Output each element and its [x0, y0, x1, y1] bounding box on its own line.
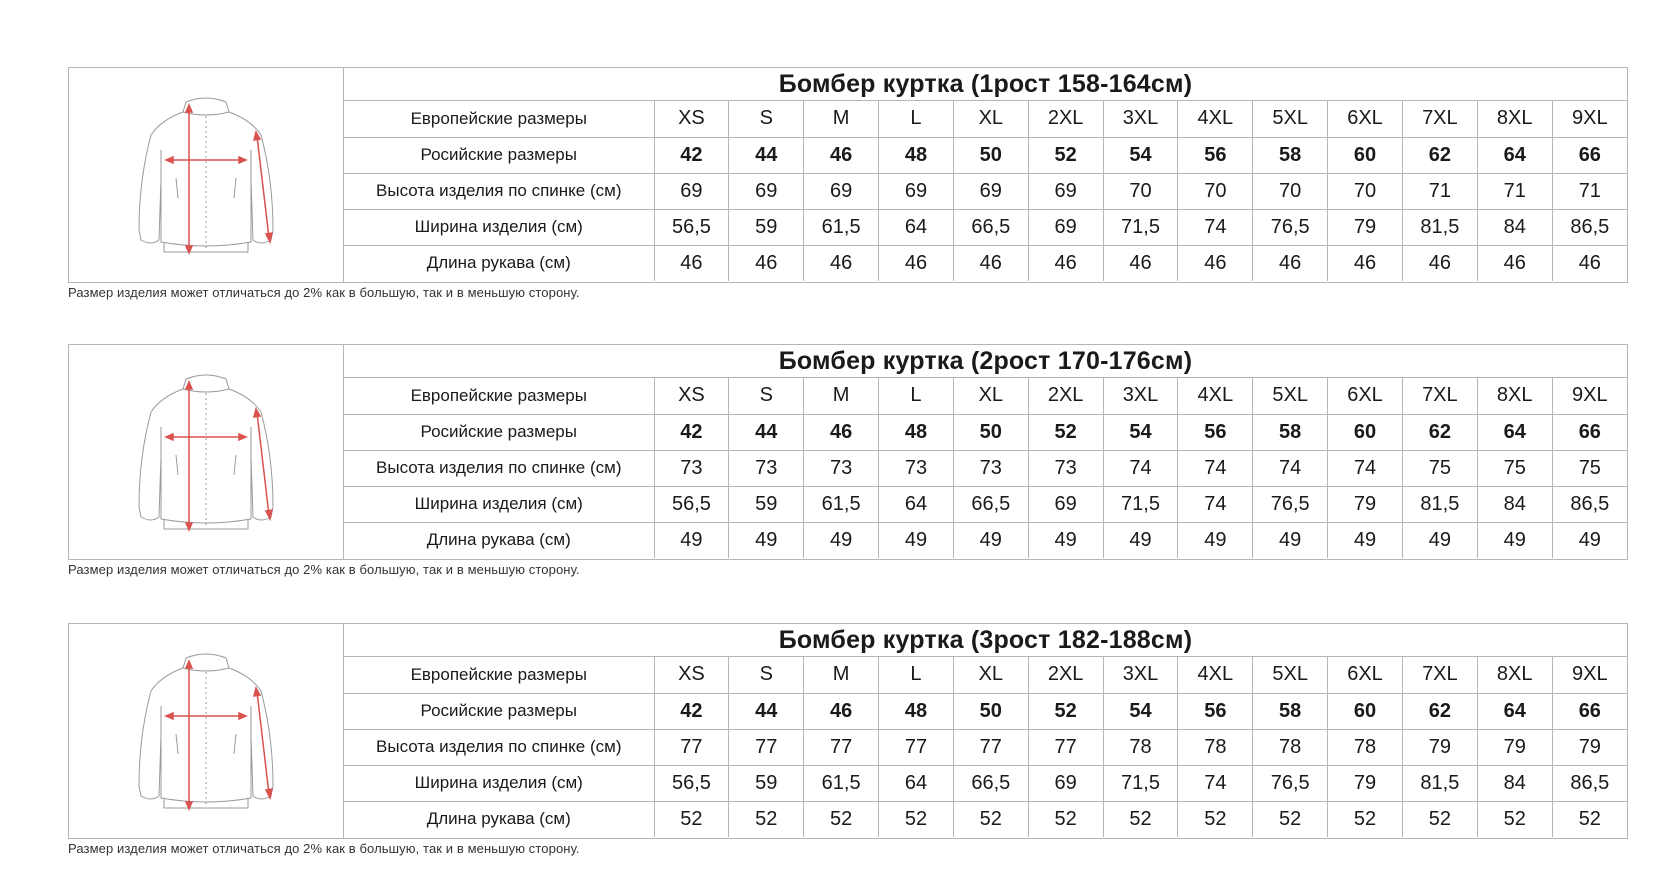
- size-table: [344, 657, 1627, 837]
- row-label: Европейские размеры: [344, 101, 654, 137]
- table-cell: 52: [1328, 801, 1403, 837]
- table-cell: 81,5: [1402, 765, 1477, 801]
- table-cell: 49: [1253, 522, 1328, 558]
- table-cell: 73: [953, 450, 1028, 486]
- row-ru-sizes: [344, 414, 1627, 450]
- table-cell: 9XL: [1552, 101, 1627, 137]
- table-cell: 61,5: [804, 765, 879, 801]
- table-cell: M: [804, 101, 879, 137]
- table-title: Бомбер куртка (2рост 170-176см): [344, 345, 1627, 378]
- row-width: [344, 209, 1627, 245]
- size-table: [344, 101, 1627, 281]
- size-chart-2: [68, 344, 1628, 577]
- table-cell: 56: [1178, 137, 1253, 173]
- row-height: [344, 173, 1627, 209]
- table-cell: 2XL: [1028, 378, 1103, 414]
- size-chart-3: [68, 623, 1628, 856]
- jacket-measure-icon: [131, 646, 281, 816]
- table-cell: S: [729, 101, 804, 137]
- table-cell: 6XL: [1328, 657, 1403, 693]
- table-cell: 84: [1477, 209, 1552, 245]
- table-cell: L: [879, 101, 954, 137]
- jacket-illustration: [69, 624, 344, 838]
- table-cell: 64: [879, 486, 954, 522]
- row-label: Длина рукава (см): [426, 253, 571, 273]
- table-cell: 70: [1103, 173, 1178, 209]
- table-cell: 49: [654, 522, 729, 558]
- table-cell: 77: [953, 729, 1028, 765]
- table-cell: 59: [729, 209, 804, 245]
- table-cell: 79: [1328, 486, 1403, 522]
- table-cell: 73: [729, 450, 804, 486]
- table-cell: 42: [654, 137, 729, 173]
- row-label: Высота изделия по спинке (см): [344, 173, 654, 209]
- table-cell: M: [804, 378, 879, 414]
- size-chart-1: [68, 67, 1628, 300]
- row-sleeve: [344, 245, 1627, 281]
- table-cell: 78: [1178, 729, 1253, 765]
- row-label: Длина рукава (см): [426, 809, 571, 829]
- table-cell: 56,5: [654, 486, 729, 522]
- table-cell: 46: [804, 414, 879, 450]
- size-note: Размер изделия может отличаться до 2% как в большую, так и в меньшую сторону.: [68, 562, 580, 577]
- table-cell: 9XL: [1552, 378, 1627, 414]
- size-table-frame: [68, 344, 1628, 560]
- table-cell: 56: [1178, 693, 1253, 729]
- table-cell: 74: [1178, 450, 1253, 486]
- table-cell: 69: [729, 173, 804, 209]
- row-sleeve: [344, 801, 1627, 837]
- table-cell: XS: [654, 101, 729, 137]
- table-cell: 4XL: [1178, 101, 1253, 137]
- row-height: [344, 729, 1627, 765]
- table-cell: 48: [879, 414, 954, 450]
- table-cell: 66: [1552, 693, 1627, 729]
- table-cell: 5XL: [1253, 101, 1328, 137]
- table-cell: 46: [1103, 245, 1178, 281]
- table-cell: 3XL: [1103, 378, 1178, 414]
- table-cell: 4XL: [1178, 378, 1253, 414]
- table-cell: 84: [1477, 486, 1552, 522]
- table-cell: 75: [1477, 450, 1552, 486]
- table-cell: 7XL: [1402, 378, 1477, 414]
- table-cell: 60: [1328, 137, 1403, 173]
- table-cell: 77: [804, 729, 879, 765]
- table-cell: XL: [953, 101, 1028, 137]
- table-cell: 74: [1253, 450, 1328, 486]
- size-table: [344, 378, 1627, 558]
- table-cell: 77: [654, 729, 729, 765]
- table-cell: 64: [879, 765, 954, 801]
- table-cell: 78: [1328, 729, 1403, 765]
- table-cell: 59: [729, 765, 804, 801]
- table-cell: XS: [654, 378, 729, 414]
- table-cell: 58: [1253, 693, 1328, 729]
- table-cell: 8XL: [1477, 378, 1552, 414]
- table-cell: 52: [1178, 801, 1253, 837]
- table-cell: 5XL: [1253, 378, 1328, 414]
- table-cell: 48: [879, 693, 954, 729]
- row-label: Ширина изделия (см): [344, 486, 654, 522]
- table-cell: 44: [729, 693, 804, 729]
- table-cell: 81,5: [1402, 486, 1477, 522]
- row-label: Европейские размеры: [344, 657, 654, 693]
- table-cell: 46: [804, 245, 879, 281]
- table-cell: 49: [1477, 522, 1552, 558]
- table-cell: 73: [1028, 450, 1103, 486]
- table-cell: 77: [1028, 729, 1103, 765]
- jacket-measure-icon: [131, 367, 281, 537]
- table-cell: 69: [654, 173, 729, 209]
- table-cell: 46: [1552, 245, 1627, 281]
- row-label: Высота изделия по спинке (см): [344, 729, 654, 765]
- table-cell: 58: [1253, 137, 1328, 173]
- table-cell: 71: [1402, 173, 1477, 209]
- table-cell: L: [879, 378, 954, 414]
- table-cell: 6XL: [1328, 378, 1403, 414]
- table-cell: 52: [953, 801, 1028, 837]
- table-cell: 64: [1477, 693, 1552, 729]
- table-cell: 49: [953, 522, 1028, 558]
- table-cell: 4XL: [1178, 657, 1253, 693]
- table-cell: 46: [804, 137, 879, 173]
- table-cell: XL: [953, 657, 1028, 693]
- table-cell: 44: [729, 414, 804, 450]
- table-cell: 79: [1328, 209, 1403, 245]
- table-cell: 46: [804, 693, 879, 729]
- table-cell: 46: [729, 245, 804, 281]
- row-label: Росийские размеры: [344, 137, 654, 173]
- table-cell: 66,5: [953, 765, 1028, 801]
- table-cell: 70: [1253, 173, 1328, 209]
- table-cell: 81,5: [1402, 209, 1477, 245]
- table-cell: 52: [1402, 801, 1477, 837]
- table-cell: 46: [953, 245, 1028, 281]
- row-label: Высота изделия по спинке (см): [344, 450, 654, 486]
- table-cell: 49: [1028, 522, 1103, 558]
- table-cell: 5XL: [1253, 657, 1328, 693]
- table-cell: 3XL: [1103, 101, 1178, 137]
- table-cell: 54: [1103, 137, 1178, 173]
- table-cell: 61,5: [804, 486, 879, 522]
- table-cell: 77: [729, 729, 804, 765]
- table-cell: S: [729, 657, 804, 693]
- table-cell: 7XL: [1402, 101, 1477, 137]
- table-cell: 46: [1028, 245, 1103, 281]
- row-label: Ширина изделия (см): [344, 209, 654, 245]
- table-cell: 49: [1103, 522, 1178, 558]
- table-cell: S: [729, 378, 804, 414]
- table-cell: 64: [1477, 137, 1552, 173]
- table-cell: 73: [879, 450, 954, 486]
- table-cell: 73: [804, 450, 879, 486]
- size-table-frame: [68, 623, 1628, 839]
- table-cell: 44: [729, 137, 804, 173]
- table-cell: 79: [1552, 729, 1627, 765]
- table-cell: 86,5: [1552, 209, 1627, 245]
- table-cell: 50: [953, 137, 1028, 173]
- table-cell: 8XL: [1477, 101, 1552, 137]
- table-cell: 52: [804, 801, 879, 837]
- table-cell: 76,5: [1253, 486, 1328, 522]
- table-cell: 60: [1328, 414, 1403, 450]
- table-cell: 79: [1328, 765, 1403, 801]
- table-cell: 49: [1178, 522, 1253, 558]
- table-cell: 7XL: [1402, 657, 1477, 693]
- table-title: Бомбер куртка (3рост 182-188см): [344, 624, 1627, 657]
- table-cell: 71: [1552, 173, 1627, 209]
- table-cell: 46: [1402, 245, 1477, 281]
- jacket-measure-icon: [131, 90, 281, 260]
- table-cell: 58: [1253, 414, 1328, 450]
- table-cell: 54: [1103, 693, 1178, 729]
- table-cell: 56: [1178, 414, 1253, 450]
- table-cell: 73: [654, 450, 729, 486]
- table-cell: 60: [1328, 693, 1403, 729]
- table-cell: 52: [1028, 801, 1103, 837]
- table-cell: 86,5: [1552, 486, 1627, 522]
- table-cell: 49: [1402, 522, 1477, 558]
- table-cell: 49: [879, 522, 954, 558]
- size-note: Размер изделия может отличаться до 2% как в большую, так и в меньшую сторону.: [68, 285, 580, 300]
- row-label: Длина рукава (см): [426, 530, 571, 550]
- table-cell: 71,5: [1103, 486, 1178, 522]
- table-cell: 70: [1328, 173, 1403, 209]
- row-label: Ширина изделия (см): [344, 765, 654, 801]
- table-cell: 66: [1552, 414, 1627, 450]
- table-cell: 42: [654, 693, 729, 729]
- table-cell: 86,5: [1552, 765, 1627, 801]
- table-cell: 64: [879, 209, 954, 245]
- table-cell: 52: [1477, 801, 1552, 837]
- table-cell: 79: [1402, 729, 1477, 765]
- table-cell: M: [804, 657, 879, 693]
- size-note: Размер изделия может отличаться до 2% как в большую, так и в меньшую сторону.: [68, 841, 580, 856]
- table-cell: 76,5: [1253, 209, 1328, 245]
- table-cell: 46: [1178, 245, 1253, 281]
- table-cell: 2XL: [1028, 657, 1103, 693]
- table-cell: 8XL: [1477, 657, 1552, 693]
- row-eu-sizes: [344, 657, 1627, 693]
- size-table-frame: [68, 67, 1628, 283]
- jacket-illustration: [69, 68, 344, 282]
- row-ru-sizes: [344, 693, 1627, 729]
- table-cell: 69: [1028, 486, 1103, 522]
- table-cell: 61,5: [804, 209, 879, 245]
- table-cell: 52: [1253, 801, 1328, 837]
- table-cell: 49: [729, 522, 804, 558]
- table-cell: 69: [1028, 173, 1103, 209]
- table-cell: 78: [1103, 729, 1178, 765]
- row-label: Европейские размеры: [344, 378, 654, 414]
- table-cell: 49: [804, 522, 879, 558]
- table-cell: 52: [1028, 137, 1103, 173]
- table-cell: 64: [1477, 414, 1552, 450]
- table-cell: 74: [1103, 450, 1178, 486]
- table-cell: 66,5: [953, 209, 1028, 245]
- row-label: Росийские размеры: [344, 414, 654, 450]
- table-cell: 49: [1328, 522, 1403, 558]
- table-cell: 77: [879, 729, 954, 765]
- table-cell: 46: [1477, 245, 1552, 281]
- table-cell: 74: [1178, 209, 1253, 245]
- table-cell: 62: [1402, 137, 1477, 173]
- table-cell: 48: [879, 137, 954, 173]
- table-cell: 71,5: [1103, 765, 1178, 801]
- table-cell: 9XL: [1552, 657, 1627, 693]
- table-cell: 59: [729, 486, 804, 522]
- table-cell: 74: [1178, 486, 1253, 522]
- table-cell: 66: [1552, 137, 1627, 173]
- table-cell: 46: [1328, 245, 1403, 281]
- table-cell: 69: [804, 173, 879, 209]
- table-cell: 75: [1402, 450, 1477, 486]
- row-height: [344, 450, 1627, 486]
- row-eu-sizes: [344, 101, 1627, 137]
- table-cell: 84: [1477, 765, 1552, 801]
- table-cell: 52: [1028, 414, 1103, 450]
- table-cell: 52: [1103, 801, 1178, 837]
- table-cell: 50: [953, 693, 1028, 729]
- table-cell: 62: [1402, 414, 1477, 450]
- table-cell: 69: [953, 173, 1028, 209]
- row-ru-sizes: [344, 137, 1627, 173]
- table-cell: 74: [1328, 450, 1403, 486]
- table-cell: 74: [1178, 765, 1253, 801]
- table-cell: XS: [654, 657, 729, 693]
- table-cell: 42: [654, 414, 729, 450]
- table-cell: 52: [1552, 801, 1627, 837]
- row-width: [344, 486, 1627, 522]
- table-cell: 3XL: [1103, 657, 1178, 693]
- table-title: Бомбер куртка (1рост 158-164см): [344, 68, 1627, 101]
- table-cell: 66,5: [953, 486, 1028, 522]
- table-cell: 52: [654, 801, 729, 837]
- table-cell: 71,5: [1103, 209, 1178, 245]
- table-cell: 56,5: [654, 765, 729, 801]
- table-cell: 69: [879, 173, 954, 209]
- table-cell: 70: [1178, 173, 1253, 209]
- table-cell: 52: [879, 801, 954, 837]
- table-cell: 52: [1028, 693, 1103, 729]
- table-cell: 46: [654, 245, 729, 281]
- table-cell: 49: [1552, 522, 1627, 558]
- table-cell: 71: [1477, 173, 1552, 209]
- table-cell: 75: [1552, 450, 1627, 486]
- table-cell: 50: [953, 414, 1028, 450]
- jacket-illustration: [69, 345, 344, 559]
- table-cell: 76,5: [1253, 765, 1328, 801]
- table-cell: 69: [1028, 209, 1103, 245]
- table-cell: L: [879, 657, 954, 693]
- table-cell: XL: [953, 378, 1028, 414]
- table-cell: 52: [729, 801, 804, 837]
- table-cell: 62: [1402, 693, 1477, 729]
- table-cell: 54: [1103, 414, 1178, 450]
- table-cell: 79: [1477, 729, 1552, 765]
- table-cell: 69: [1028, 765, 1103, 801]
- table-cell: 56,5: [654, 209, 729, 245]
- table-cell: 6XL: [1328, 101, 1403, 137]
- row-label: Росийские размеры: [344, 693, 654, 729]
- table-cell: 46: [879, 245, 954, 281]
- table-cell: 46: [1253, 245, 1328, 281]
- table-cell: 78: [1253, 729, 1328, 765]
- row-width: [344, 765, 1627, 801]
- row-sleeve: [344, 522, 1627, 558]
- table-cell: 2XL: [1028, 101, 1103, 137]
- row-eu-sizes: [344, 378, 1627, 414]
